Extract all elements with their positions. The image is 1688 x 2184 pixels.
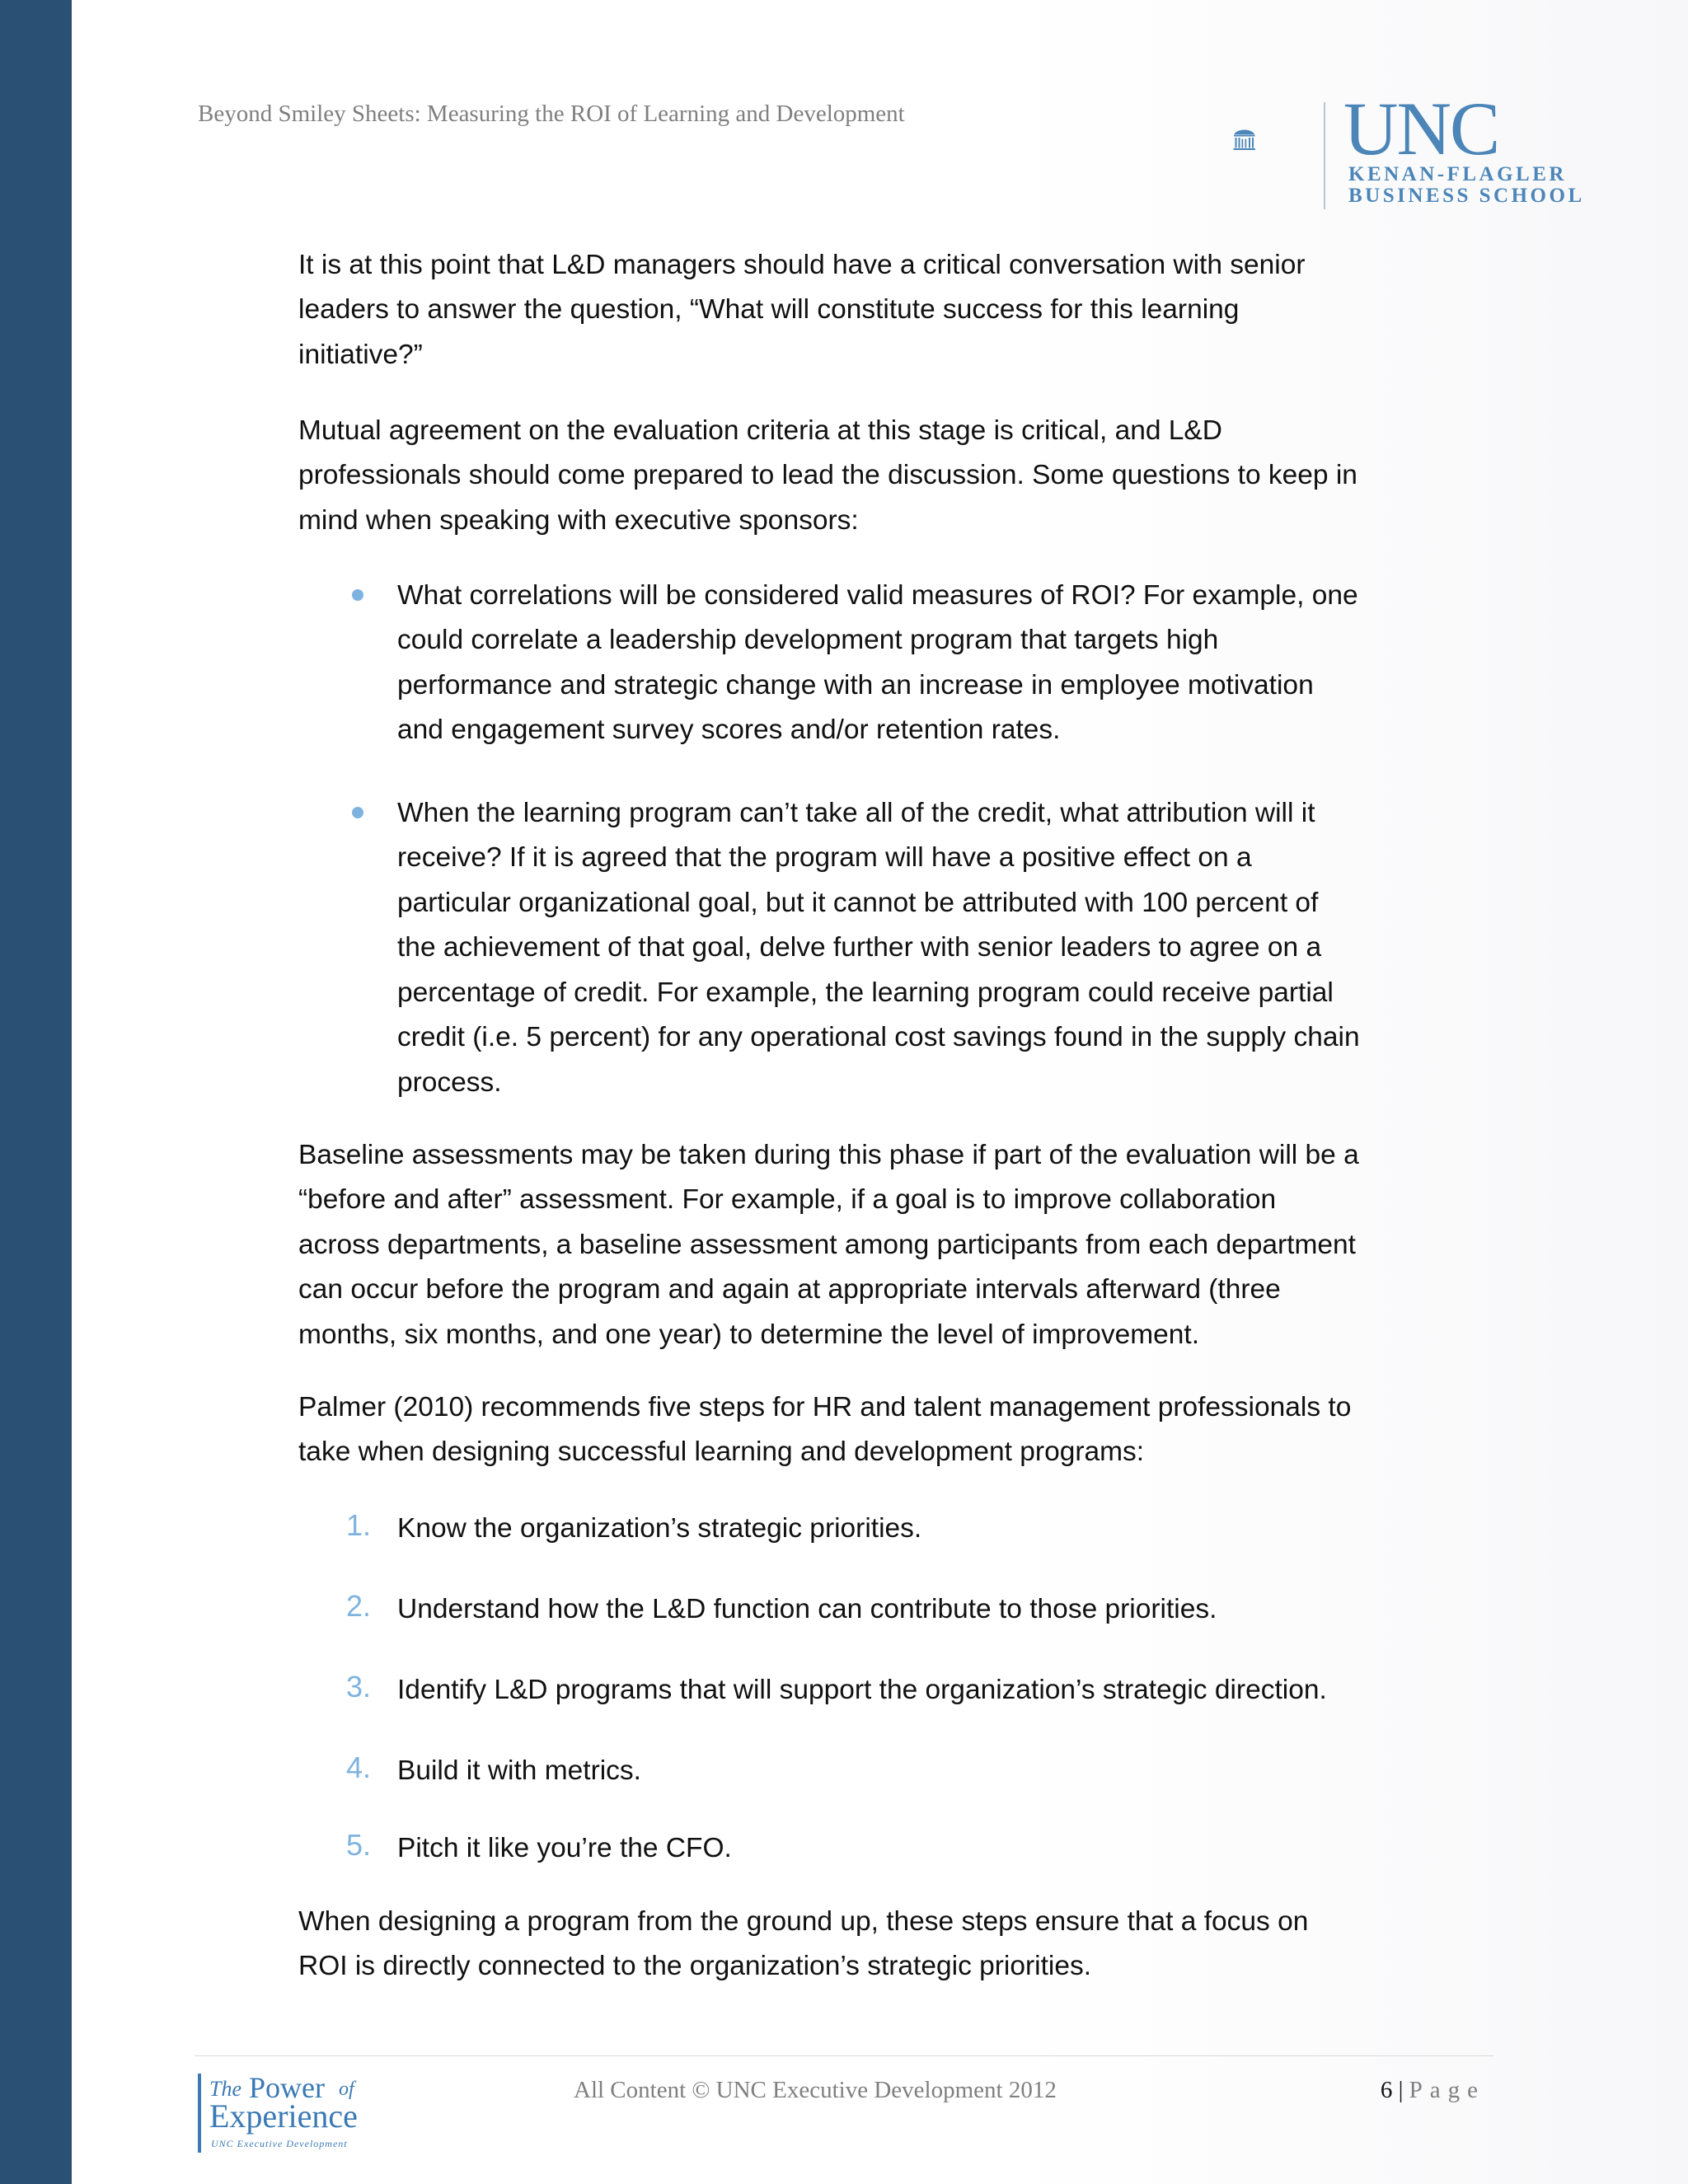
text-line: “before and after” assessment. For example, if a goal is to improve collaboration: [298, 1184, 1277, 1215]
text-line: Baseline assessments may be taken during this phase if part of the evaluation will be a: [298, 1140, 1359, 1170]
text-line: take when designing successful learning and development programs:: [298, 1436, 1145, 1467]
text-line: Palmer (2010) recommends five steps for HR and talent management professionals to: [298, 1392, 1352, 1422]
text-line: credit (i.e. 5 percent) for any operational cost savings found in the supply chain: [397, 1022, 1360, 1052]
step-text: Understand how the L&D function can contribute to those priorities.: [397, 1594, 1217, 1624]
text-line: leaders to answer the question, “What will constitute success for this learning: [298, 294, 1240, 325]
logo-accent-line: [198, 2074, 201, 2153]
logo-wordmark: UNC: [1343, 87, 1499, 171]
step-number: 5.: [346, 1828, 372, 1862]
left-sidebar-stripe: [0, 0, 72, 2184]
text-line: When designing a program from the ground up, these steps ensure that a focus on: [298, 1906, 1309, 1937]
text-line: percentage of credit. For example, the learning program could receive partial: [397, 977, 1334, 1008]
page-separator: |: [1398, 2077, 1404, 2103]
page-label: Page: [1409, 2077, 1485, 2103]
logo-line-kenan-flagler: KENAN-FLAGLER: [1348, 163, 1567, 185]
text-line: the achievement of that goal, delve further with senior leaders to agree on a: [397, 932, 1322, 963]
step-number: 2.: [346, 1589, 372, 1623]
text-line: professionals should come prepared to lead the discussion. Some questions to keep in: [298, 460, 1357, 490]
bullet-icon: [352, 589, 363, 601]
logo-line-business-school: BUSINESS SCHOOL: [1348, 185, 1585, 207]
step-text: Know the organization’s strategic priorities.: [397, 1513, 922, 1544]
text-line: can occur before the program and again at appropriate intervals afterward (three: [298, 1274, 1281, 1305]
text-line: What correlations will be considered valid measures of ROI? For example, one: [397, 580, 1358, 611]
footer-divider: [195, 2055, 1493, 2056]
text-line: receive? If it is agreed that the program will have a positive effect on a: [397, 842, 1252, 873]
logo-text-of: of: [339, 2079, 354, 2100]
text-line: could correlate a leadership development program that targets high: [397, 625, 1219, 655]
step-number: 4.: [346, 1750, 372, 1784]
text-line: ROI is directly connected to the organization’s strategic priorities.: [298, 1951, 1092, 1981]
bullet-icon: [352, 807, 363, 818]
text-line: across departments, a baseline assessment among participants from each department: [298, 1230, 1356, 1260]
step-text: Pitch it like you’re the CFO.: [397, 1833, 732, 1863]
text-line: mind when speaking with executive sponsors:: [298, 505, 859, 536]
page-number: 6: [1380, 2077, 1393, 2103]
footer-page-number: [1381, 2077, 1485, 2104]
step-text: Build it with metrics.: [397, 1755, 641, 1786]
step-number: 1.: [346, 1508, 372, 1542]
logo-subtitle: UNC Executive Development: [211, 2138, 348, 2149]
text-line: initiative?”: [298, 340, 423, 370]
text-line: months, six months, and one year) to determine the level of improvement.: [298, 1319, 1200, 1350]
text-line: It is at this point that L&D managers should have a critical conversation with senior: [298, 250, 1306, 280]
step-number: 3.: [346, 1670, 372, 1704]
power-of-experience-logo: [198, 2071, 387, 2156]
step-text: Identify L&D programs that will support the organization’s strategic direction.: [397, 1675, 1327, 1705]
logo-text-the: The: [209, 2077, 241, 2101]
logo-text-power: Power: [249, 2071, 325, 2104]
text-line: process.: [397, 1067, 502, 1098]
document-header-title: Beyond Smiley Sheets: Measuring the ROI of Learning and Development: [198, 101, 905, 127]
footer-copyright: All Content © UNC Executive Development 2012: [574, 2077, 1057, 2103]
text-line: performance and strategic change with an increase in employee motivation: [397, 670, 1314, 701]
text-line: Mutual agreement on the evaluation criteria at this stage is critical, and L&D: [298, 415, 1222, 446]
logo-text-experience: Experience: [209, 2097, 358, 2135]
old-well-icon: [1233, 97, 1324, 188]
text-line: particular organizational goal, but it cannot be attributed with 100 percent of: [397, 888, 1319, 918]
text-line: When the learning program can’t take all of the credit, what attribution will it: [397, 798, 1315, 828]
logo-divider: [1324, 102, 1325, 209]
text-line: and engagement survey scores and/or retention rates.: [397, 715, 1061, 745]
